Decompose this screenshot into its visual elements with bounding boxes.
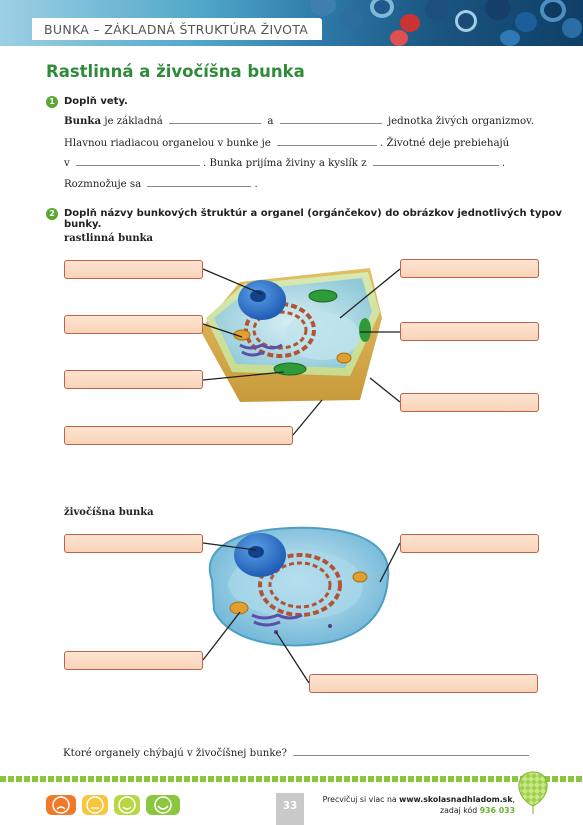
sentence-1-text-b: a	[267, 116, 274, 127]
smiley-happy-icon	[114, 795, 140, 815]
sentence-1-bold: Bunka	[64, 115, 102, 127]
smiley-sad-icon	[46, 795, 76, 815]
smiley-rating	[44, 792, 182, 818]
plant-label-7[interactable]	[400, 393, 539, 412]
chapter-title: BUNKA – ZÁKLADNÁ ŠTRUKTÚRA ŽIVOTA	[32, 18, 322, 40]
balloon-logo	[516, 770, 550, 818]
animal-label-1[interactable]	[64, 534, 203, 553]
plant-cell-label: rastlinná bunka	[64, 233, 154, 244]
sentence-1-text-c: jednotka živých organizmov.	[387, 116, 534, 127]
sentence-2-text-a: Hlavnou riadiacou organelou v bunke je	[64, 138, 271, 149]
page-title: Rastlinná a živočíšna bunka	[46, 62, 305, 81]
sentence-4-text-b: .	[254, 179, 258, 190]
plant-label-1[interactable]	[64, 260, 203, 279]
plant-label-4[interactable]	[64, 426, 293, 445]
footer-text1-post: ,	[512, 795, 515, 804]
chloroplast-2	[274, 363, 306, 375]
smiley-neutral-icon	[82, 795, 108, 815]
sentence-2-text-b: . Životné deje prebiehajú	[380, 138, 510, 149]
animal-mitochondrion	[230, 602, 248, 614]
sentence-1-text-a: je základná	[104, 116, 163, 127]
plant-cell	[200, 268, 382, 402]
task2-instruction: Doplň názvy bunkových štruktúr a organel (orgánčekov) do obrázkov jednotlivých typov bunky.	[64, 208, 562, 230]
animal-label-3[interactable]	[64, 651, 203, 670]
plant-label-6[interactable]	[400, 322, 539, 341]
page-number: 33	[276, 793, 304, 825]
chloroplast-1	[309, 290, 337, 302]
footer-stripe	[0, 776, 583, 782]
plant-label-5[interactable]	[400, 259, 539, 278]
task1-instruction: Doplň vety.	[64, 96, 128, 107]
chloroplast-3	[359, 318, 371, 342]
sentence-3-text-c: .	[501, 158, 506, 169]
footer-text2-pre: zadaj kód	[440, 806, 480, 815]
task2-number: 2	[46, 208, 58, 220]
footer-code: 936 033	[479, 806, 515, 815]
question-blank[interactable]	[293, 747, 529, 756]
footer-site-link[interactable]: www.skolasnadhladom.sk	[399, 795, 513, 804]
sentence-3-text-b: . Bunka prijíma živiny a kyslík z	[203, 158, 367, 169]
animal-cell-label: živočíšna bunka	[64, 507, 154, 518]
plant-label-2[interactable]	[64, 315, 203, 334]
footer-text1-pre: Precvičuj si viac na	[322, 795, 400, 804]
smiley-very-happy-icon	[146, 795, 180, 815]
sentence-4-text-a: Rozmnožuje sa	[64, 179, 142, 190]
footer-promo	[323, 794, 515, 816]
animal-cell	[210, 528, 388, 646]
animal-label-4[interactable]	[309, 674, 538, 693]
question-line	[63, 747, 532, 759]
task1-number: 1	[46, 96, 58, 108]
sentence-3-text-a: v	[64, 158, 70, 169]
plant-label-3[interactable]	[64, 370, 203, 389]
animal-label-2[interactable]	[400, 534, 539, 553]
question-text: Ktoré organely chýbajú v živočíšnej bunke?	[63, 748, 287, 759]
